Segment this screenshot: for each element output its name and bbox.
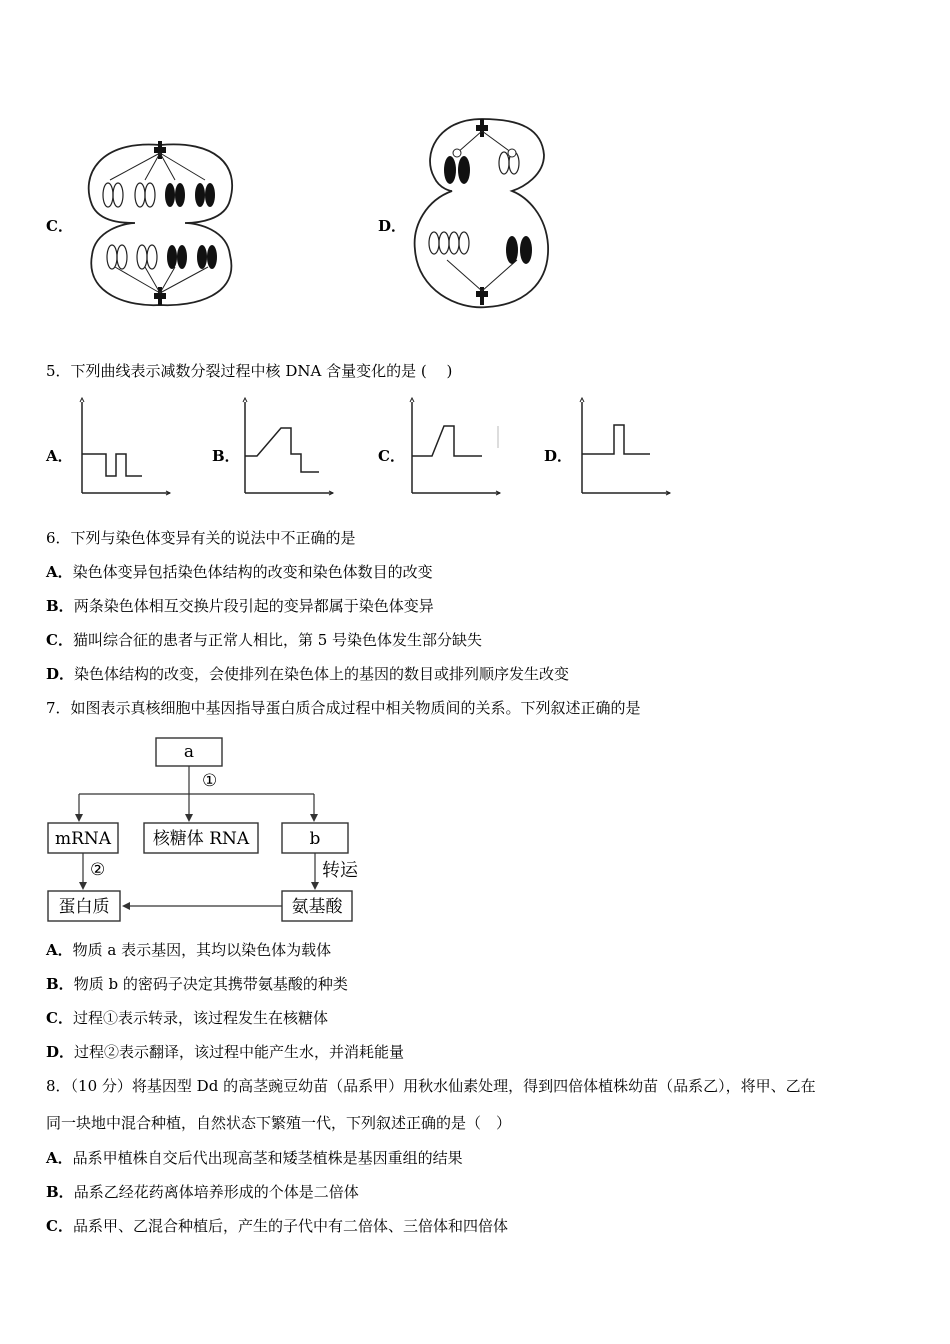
- q7-option-d: [46, 1042, 404, 1062]
- q6-option-d: [46, 664, 569, 684]
- q4-option-d-cell-diagram: [412, 115, 552, 313]
- q8-option-c: [46, 1216, 508, 1236]
- q7-step1-label: ①: [202, 771, 218, 791]
- q5-option-a-label: A．: [46, 447, 73, 465]
- q7-option-a: [46, 940, 331, 960]
- q7-option-c-text: 过程①表示转录，该过程发生在核糖体: [72, 1009, 328, 1027]
- q8-option-c-letter: C．: [46, 1217, 73, 1235]
- q8-option-a-text: 品系甲植株自交后代出现高茎和矮茎植株是基因重组的结果: [72, 1149, 463, 1167]
- q5-stem: 5．下列曲线表示减数分裂过程中核 DNA 含量变化的是 ( ): [46, 362, 453, 380]
- q8-option-a-letter: A．: [46, 1149, 73, 1167]
- q6-option-b-text: 两条染色体相互交换片段引起的变异都属于染色体变异: [73, 597, 434, 615]
- q6-option-a: [46, 562, 433, 582]
- q5-option-d-graph: [580, 398, 675, 498]
- q7-label-rrna: 核糖体 RNA: [152, 829, 250, 849]
- q8-option-c-text: 品系甲、乙混合种植后，产生的子代中有二倍体、三倍体和四倍体: [72, 1217, 508, 1235]
- q8-option-a: [46, 1148, 463, 1168]
- q7-step2-label: ②: [90, 860, 106, 880]
- q6-stem: 6．下列与染色体变异有关的说法中不正确的是: [46, 529, 356, 547]
- q5-option-a-graph: [80, 398, 175, 498]
- q4-option-c-cell-diagram: [80, 135, 240, 310]
- q7-stem: 7．如图表示真核细胞中基因指导蛋白质合成过程中相关物质间的关系。下列叙述正确的是: [46, 699, 641, 717]
- q7-option-a-text: 物质 a 表示基因，其均以染色体为载体: [72, 941, 332, 959]
- q4-option-d-label: D．: [378, 217, 407, 235]
- q7-option-c: [46, 1008, 328, 1028]
- q7-option-c-letter: C．: [46, 1009, 73, 1027]
- q5-option-d-label: D．: [544, 447, 573, 465]
- q7-label-a: a: [183, 742, 195, 762]
- q5-option-b-label: B．: [212, 447, 240, 465]
- q6-option-c: [46, 630, 482, 650]
- q7-flow-diagram: [46, 732, 366, 924]
- q5-option-b-graph: [243, 398, 338, 498]
- q7-transport-label: 转运: [322, 860, 358, 881]
- q5-option-c-label: C．: [378, 447, 405, 465]
- q6-option-b: [46, 596, 434, 616]
- q7-label-protein: 蛋白质: [58, 897, 110, 917]
- q8-stem-line2: 同一块地中混合种植，自然状态下繁殖一代，下列叙述正确的是（ ）: [46, 1114, 512, 1132]
- q5-option-c-graph: [410, 398, 505, 498]
- q7-label-b: b: [309, 829, 321, 849]
- q8-stem-line1: 8．（10 分）将基因型 Dd 的高茎豌豆幼苗（品系甲）用秋水仙素处理，得到四倍体植株幼苗（品系乙），将甲、乙在: [46, 1077, 816, 1095]
- q6-option-b-letter: B．: [46, 597, 74, 615]
- q4-option-c-label: C．: [46, 217, 73, 235]
- q7-option-b-text: 物质 b 的密码子决定其携带氨基酸的种类: [73, 975, 348, 993]
- q7-option-b-letter: B．: [46, 975, 74, 993]
- q6-option-a-text: 染色体变异包括染色体结构的改变和染色体数目的改变: [72, 563, 433, 581]
- q8-option-b-text: 品系乙经花药离体培养形成的个体是二倍体: [73, 1183, 359, 1201]
- q6-option-c-text: 猫叫综合征的患者与正常人相比，第 5 号染色体发生部分缺失: [72, 631, 483, 649]
- q7-label-mrna: mRNA: [54, 829, 112, 849]
- q7-option-d-letter: D．: [46, 1043, 75, 1061]
- q6-option-d-text: 染色体结构的改变，会使排列在染色体上的基因的数目或排列顺序发生改变: [74, 665, 570, 683]
- q7-option-a-letter: A．: [46, 941, 73, 959]
- q7-label-amino: 氨基酸: [291, 897, 343, 917]
- q6-option-a-letter: A．: [46, 563, 73, 581]
- q8-option-b-letter: B．: [46, 1183, 74, 1201]
- q6-option-c-letter: C．: [46, 631, 73, 649]
- q8-option-b: [46, 1182, 359, 1202]
- q7-option-d-text: 过程②表示翻译，该过程中能产生水，并消耗能量: [74, 1043, 405, 1061]
- q6-option-d-letter: D．: [46, 665, 75, 683]
- q7-option-b: [46, 974, 348, 994]
